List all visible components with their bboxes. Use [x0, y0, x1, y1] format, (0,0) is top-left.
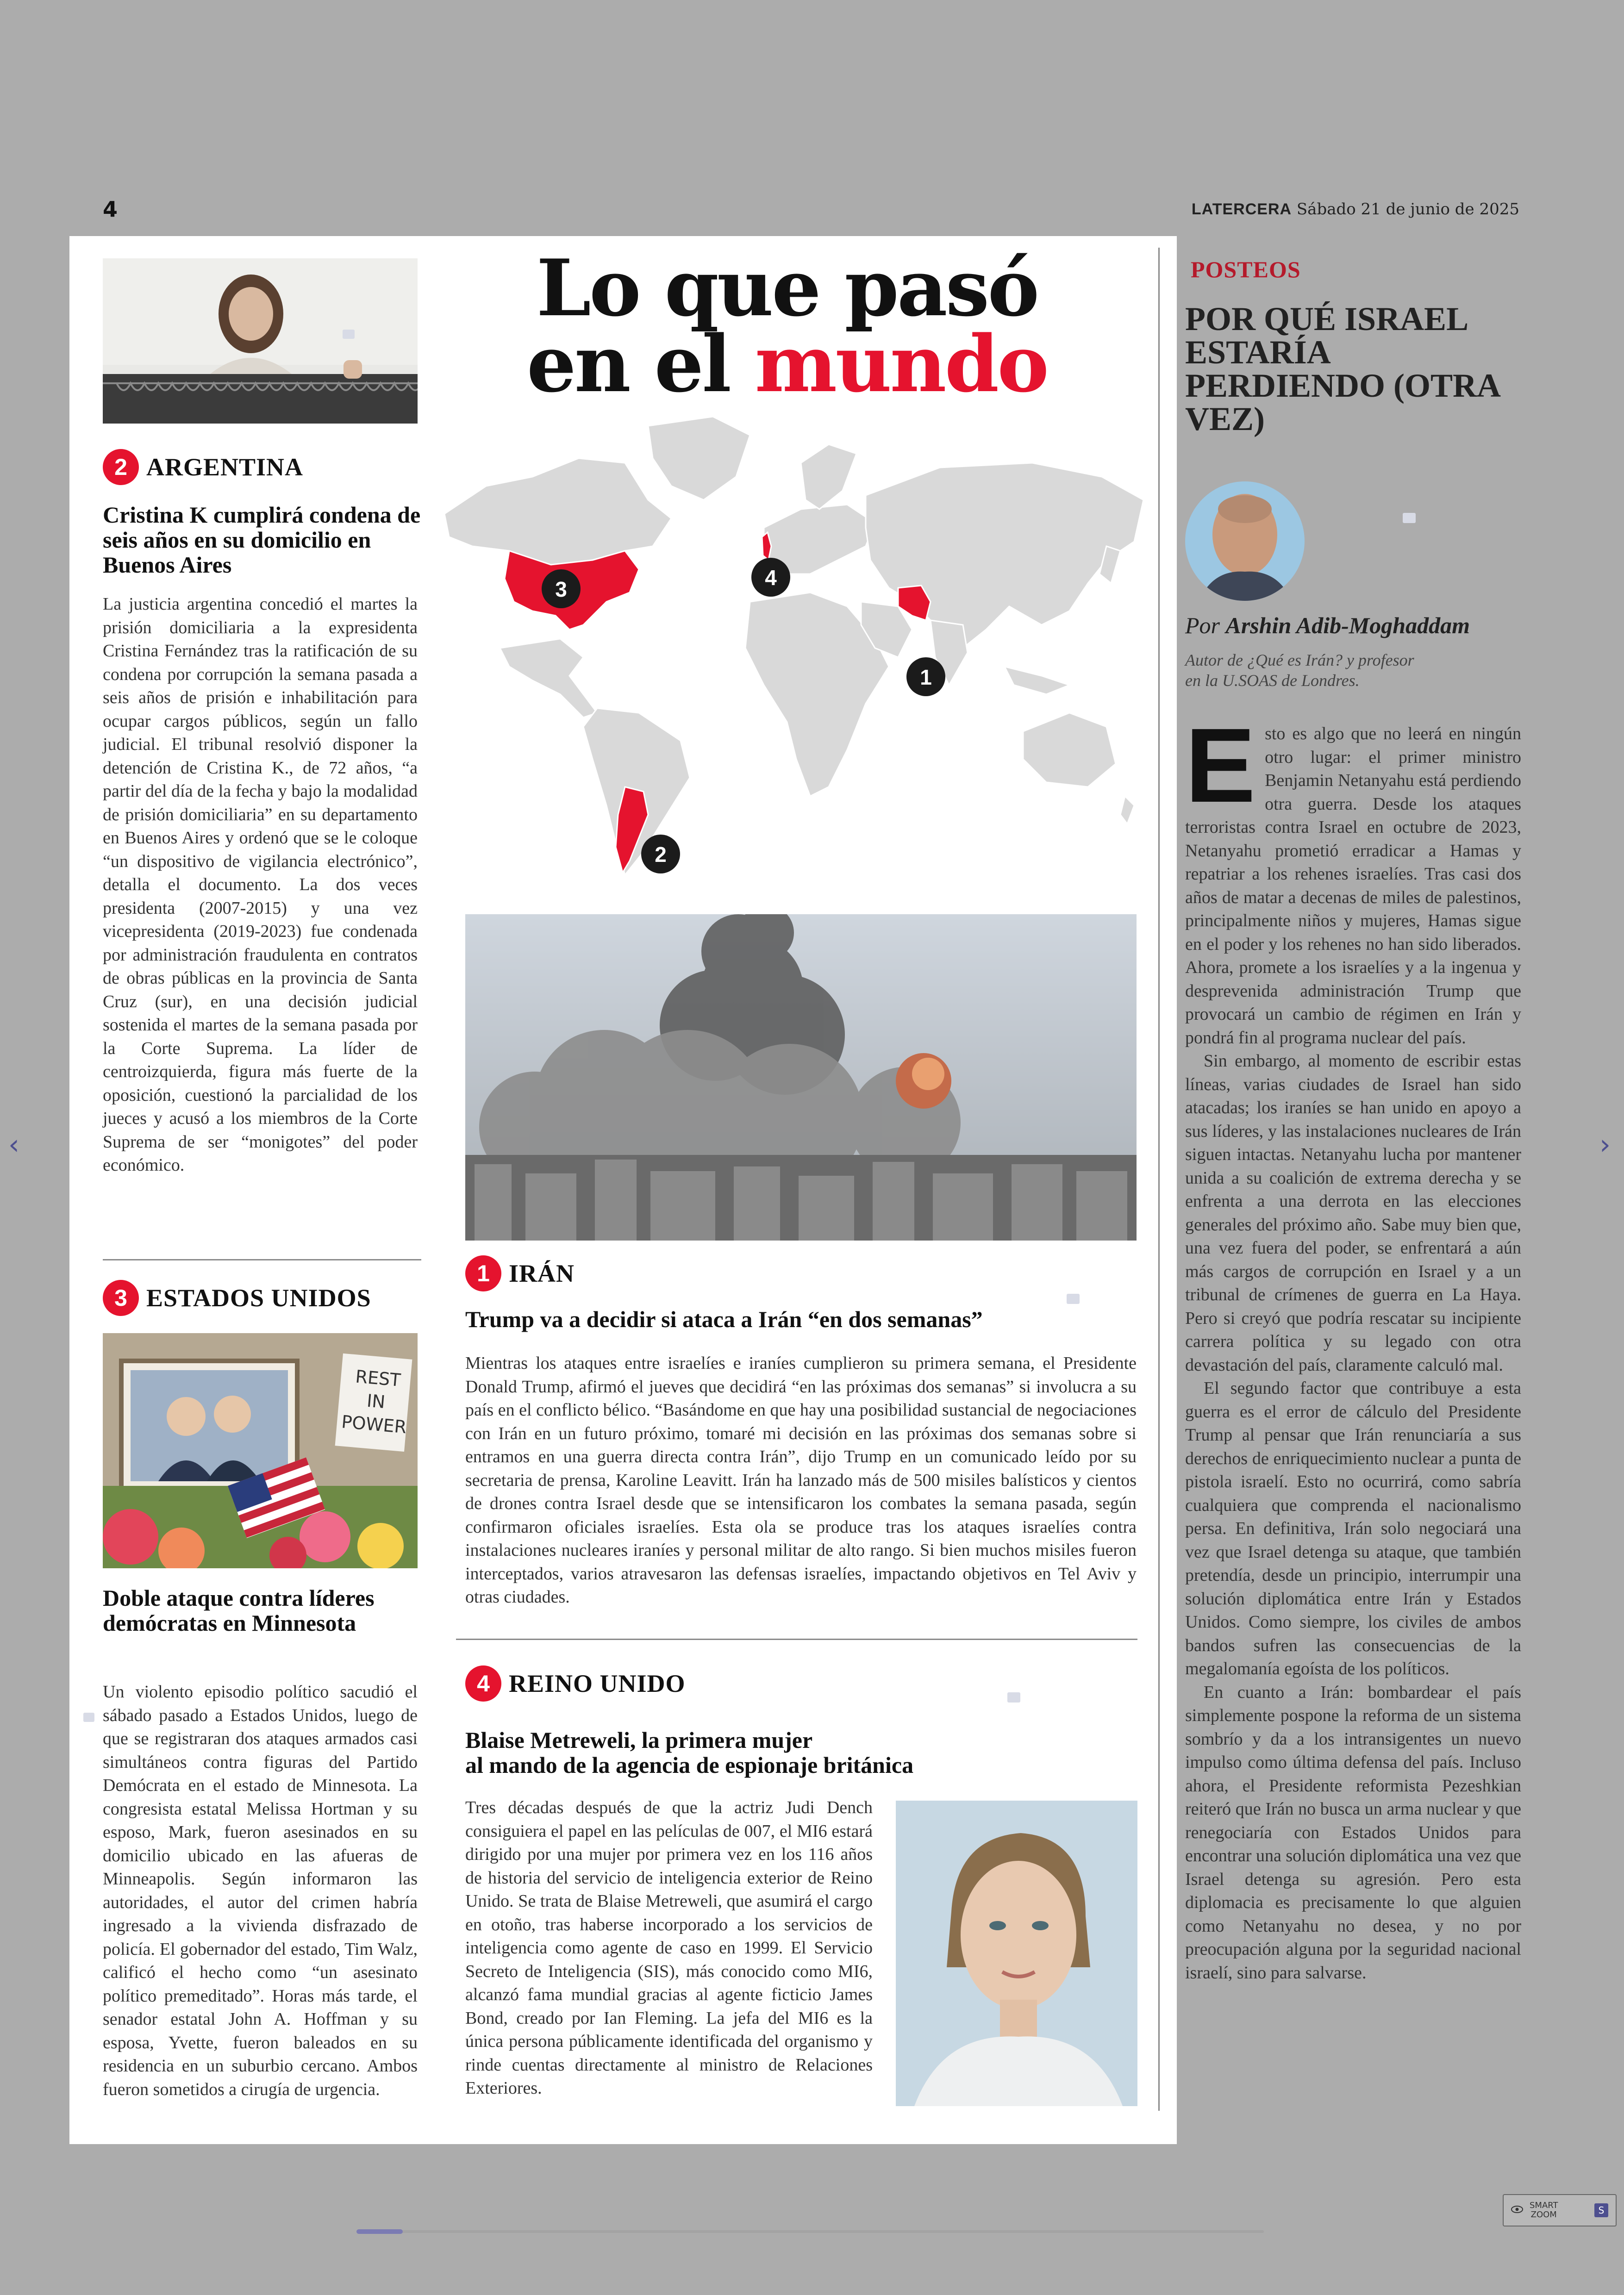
bookmark-icon[interactable]: [1067, 1294, 1080, 1304]
usa-section-label: [103, 1280, 371, 1316]
author-desc-line1: Autor de ¿Qué es Irán? y profesor: [1185, 651, 1414, 669]
section-divider: [456, 1639, 1137, 1640]
usa-photo-sign: RESTINPOWER: [340, 1366, 407, 1438]
iran-label: IRÁN: [509, 1260, 575, 1287]
argentina-label: ARGENTINA: [146, 453, 304, 481]
opinion-paragraph-3: El segundo factor que contribuye a esta guerra es el error de cálculo del Presidente Trump al pensar que Irán renunciaría a sus derechos de enriquecimiento nuclear a punta de pistola israelí. Esto no ocurrirá, como sabría cualquiera que comprenda el nacionalismo persa. En definitiva, Irán solo negociará una vez que Israel detenga su ataque, que también pretendía, desde un principio, interrumpir una solución diplomática entre Irán y Estados Unidos. Como siempre, los civiles de ambos bandos sufren las consecuencias de la megalomanía egoísta de los políticos.: [1185, 1378, 1521, 1678]
prev-page-icon[interactable]: ‹: [8, 1129, 19, 1161]
bookmark-icon[interactable]: [343, 330, 355, 339]
usa-body: Un violento episodio político sacudió el sábado pasado a Estados Unidos, luego de que se registraran dos ataques armados casi simultáneos contra figuras del Partido Demócrata en el estado de Minnesota. La congresista estatal Melissa Hortman y su esposo, Mark, fueron asesinados en su domicilio ubicado en las afueras de Minneapolis. Según informaron las autoridades, el autor del crimen habría ingresado a la vivienda disfrazado de policía. El gobernador del estado, Tim Walz, calificó el hecho como “un asesinato político premeditado”. Horas más tarde, el senador estatal John A. Hoffman y su esposa, Yvette, fueron baleados en su residencia en un suburbio cercano. Ambos fueron sometidos a cirugía de urgencia.: [103, 1682, 418, 2099]
usa-photo: [103, 1333, 418, 1568]
smart-zoom-line1: SMART: [1530, 2201, 1558, 2210]
issue-date: Sábado 21 de junio de 2025: [1296, 200, 1519, 218]
page-progress-fill[interactable]: [356, 2229, 403, 2234]
argentina-headline[interactable]: Cristina K cumplirá condena de seis años en su domicilio en Buenos Aires: [103, 502, 421, 578]
usa-label: ESTADOS UNIDOS: [146, 1284, 371, 1312]
map-marker-2-label: 2: [655, 842, 667, 867]
author-name[interactable]: Arshin Adib-Moghaddam: [1225, 612, 1470, 638]
bookmark-icon[interactable]: [1403, 513, 1416, 523]
argentina-section-label: [103, 449, 303, 485]
opinion-paragraph-4: En cuanto a Irán: bombardear el país simplemente pospone la reforma de un sistema sombrío y da a los intransigentes un nuevo impulso como última defensa del país. Incluso ahora, el Presidente reformista Pezeshkian reiteró que Irán no busca un arma nuclear y que renegociaría con Estados Unidos para encontrar una solución diplomática una vez que Israel detenga su agresión. Pero esta diplomacia es precisamente lo que alguien como Netanyahu no desea, y no por preocupación alguna por la seguridad nacional israelí, sino para salvarse.: [1185, 1682, 1521, 1983]
map-marker-1-label: 1: [920, 665, 932, 689]
argentina-photo: [103, 258, 418, 424]
dropcap: E: [1185, 707, 1256, 824]
argentina-body: La justicia argentina concedió el martes la prisión domiciliaria a la expresidenta Cristina Fernández tras la ratificación de su condena por corrupción la semana pasada a seis años de prisión e inhabilitación para ocupar cargos públicos, según un fallo judicial. El tribunal resolvió disponer la detención de Cristina K., de 72 años, “a partir del día de la fecha y bajo la modalidad de prisión domiciliaria” en su departamento en Buenos Aires y ordenó que se le coloque “un dispositivo de vigilancia electrónico”, detalla el documento. La dos veces presidenta (2007-2015) y una vez vicepresidenta (2019-2023) fue condenada por administración fraudulenta en contratos de obras públicas en la provincia de Santa Cruz (sur), en una decisión judicial sostenida el martes de la semana pasada por la Corte Suprema. La líder de centroizquierda, figura más fuerte de la oposición, cuestionó la parcialidad de los jueces y acusó a los miembros de la Corte Suprema de ser “monigotes” del poder económico.: [103, 594, 418, 1175]
iran-body: Mientras los ataques entre israelíes e iraníes cumplieron su primera semana, el Presidente Donald Trump, afirmó el jueves que decidirá “en las próximas dos semanas” si involucra a su país en el conflicto bélico. “Basándome en que hay una posibilidad sustancial de negociaciones con Irán en un futuro próximo, tomaré mi decisión en las próximas dos semanas sobre si entramos en una guerra directa contra Irán”, dijo Trump en un comunicado leído por su secretaria de prensa, Karoline Leavitt. Irán ha lanzado más de 500 misiles balísticos y cientos de drones contra Israel desde que se intensificaron los combates la semana pasada, según confirmaron oficiales israelíes. Esta ola se produce tras los ataques israelíes contra instalaciones nucleares iraníes y personal militar de alto rango. Si bien muchos misiles fueron interceptados, varios atravesaron las defensas israelíes, impactando objetivos en Tel Aviv y otras ciudades.: [465, 1353, 1137, 1607]
iran-photo: [465, 914, 1137, 1241]
map-marker-4-label: 4: [765, 566, 777, 590]
brand-name: LATERCERA: [1191, 200, 1292, 218]
main-title-highlight: mundo: [755, 318, 1048, 410]
bookmark-icon[interactable]: [83, 1713, 94, 1722]
column-divider: [1158, 248, 1160, 2111]
map-marker-2[interactable]: [641, 835, 680, 873]
eye-icon: [1511, 2206, 1523, 2215]
uk-body: Tres décadas después de que la actriz Judi Dench consiguiera el papel en las películas de 007, el MI6 estará dirigido por una mujer por primera vez en los 116 años de historia del servicio de inteligencia exterior de Reino Unido. Se trata de Blaise Metreweli, que asumirá el cargo en otoño, tras haberse incorporado a los servicios de inteligencia como agente de caso en 1999. El Servicio Secreto de Inteligencia (SIS), más conocido como MI6, alcanzó fama mundial gracias al agente ficticio James Bond, creado por Ian Fleming. La jefa del MI6 es la única persona públicamente identificada del organismo y rinde cuentas directamente al ministro de Relaciones Exteriores.: [465, 1798, 873, 2098]
iran-headline[interactable]: Trump va a decidir si ataca a Irán “en dos semanas”: [465, 1306, 983, 1332]
uk-photo: [896, 1801, 1137, 2106]
uk-label: REINO UNIDO: [509, 1670, 686, 1697]
uk-headline-line1: Blaise Metreweli, la primera mujer: [465, 1727, 813, 1753]
usa-headline[interactable]: Doble ataque contra líderes demócratas en Minnesota: [103, 1585, 375, 1636]
next-page-icon[interactable]: ›: [1599, 1129, 1611, 1161]
usa-badge: 3: [103, 1280, 139, 1316]
page-number: 4: [103, 197, 118, 222]
main-title: [486, 242, 1088, 410]
map-marker-3-label: 3: [555, 577, 567, 601]
opinion-body: [1185, 707, 1521, 1984]
smart-zoom-button[interactable]: [1503, 2194, 1617, 2226]
page-progress-track[interactable]: [356, 2230, 1264, 2233]
bookmark-icon[interactable]: [1007, 1692, 1020, 1703]
main-title-line2: [486, 318, 1088, 410]
uk-section-label: [465, 1665, 686, 1702]
opinion-byline: [1185, 612, 1470, 639]
map-marker-4[interactable]: [751, 558, 790, 597]
author-avatar: [1185, 481, 1305, 601]
smart-zoom-toggle[interactable]: S: [1594, 2203, 1608, 2217]
iran-section-label: [465, 1255, 575, 1291]
byline-prefix: Por: [1185, 612, 1226, 638]
smart-zoom-label: [1530, 2201, 1558, 2220]
opinion-paragraph-2: Sin embargo, al momento de escribir estas líneas, varias ciudades de Israel han sido atacadas; los iraníes se han unido en apoyo a sus líderes, y las instalaciones nucleares de Irán siguen intactas. Netanyahu lucha por mantener unida a su coalición de extrema derecha y se enfrenta a una derrota en las elecciones generales del próximo año. Sabe muy bien que, una vez fuera del poder, se enfrentará a aún más cargos de corrupción en Israel y a un tribunal de crímenes de guerra en La Haya. Pero si creyó que podría rescatar su incipiente carrera política y su legado con otra devastación del país, claramente calculó mal.: [1185, 1051, 1521, 1375]
opinion-paragraph-1: sto es algo que no leerá en ningún otro lugar: el primer ministro Benjamin Netanyahu está perdiendo otra guerra. Desde los ataques terroristas contra Israel en octubre de 2023, Netanyahu prometió erradicar a Hamas y repatriar a los rehenes israelíes. Tras casi dos años de matar a decenas de miles de palestinos, principalmente niños y mujeres, Hamas sigue en el poder y los rehenes no han sido liberados. Ahora, promete a los israelíes y a la ingenua y desprevenida administración Trump que provocará un cambio de régimen en Irán y pondrá fin al programa nuclear del país.: [1185, 724, 1521, 1048]
smart-zoom-line2: ZOOM: [1530, 2210, 1557, 2220]
main-title-line2-a: en el: [526, 318, 755, 410]
world-map: [431, 407, 1148, 884]
opinion-title[interactable]: POR QUÉ ISRAEL ESTARÍA PERDIENDO (OTRA VEZ): [1185, 300, 1499, 437]
argentina-badge: 2: [103, 449, 139, 485]
masthead: [1192, 200, 1519, 218]
opinion-section-label: POSTEOS: [1191, 256, 1301, 282]
section-divider: [103, 1259, 421, 1260]
author-description: [1185, 650, 1500, 691]
map-marker-3[interactable]: [542, 569, 581, 608]
uk-headline-line2: al mando de la agencia de espionaje británica: [465, 1752, 914, 1778]
main-title-line1: Lo que pasó: [536, 242, 1038, 334]
author-desc-line2: en la U.SOAS de Londres.: [1185, 671, 1360, 690]
iran-badge: 1: [465, 1255, 501, 1291]
map-marker-1[interactable]: [906, 657, 945, 696]
uk-badge: 4: [465, 1665, 501, 1702]
uk-headline[interactable]: [465, 1727, 1137, 1777]
